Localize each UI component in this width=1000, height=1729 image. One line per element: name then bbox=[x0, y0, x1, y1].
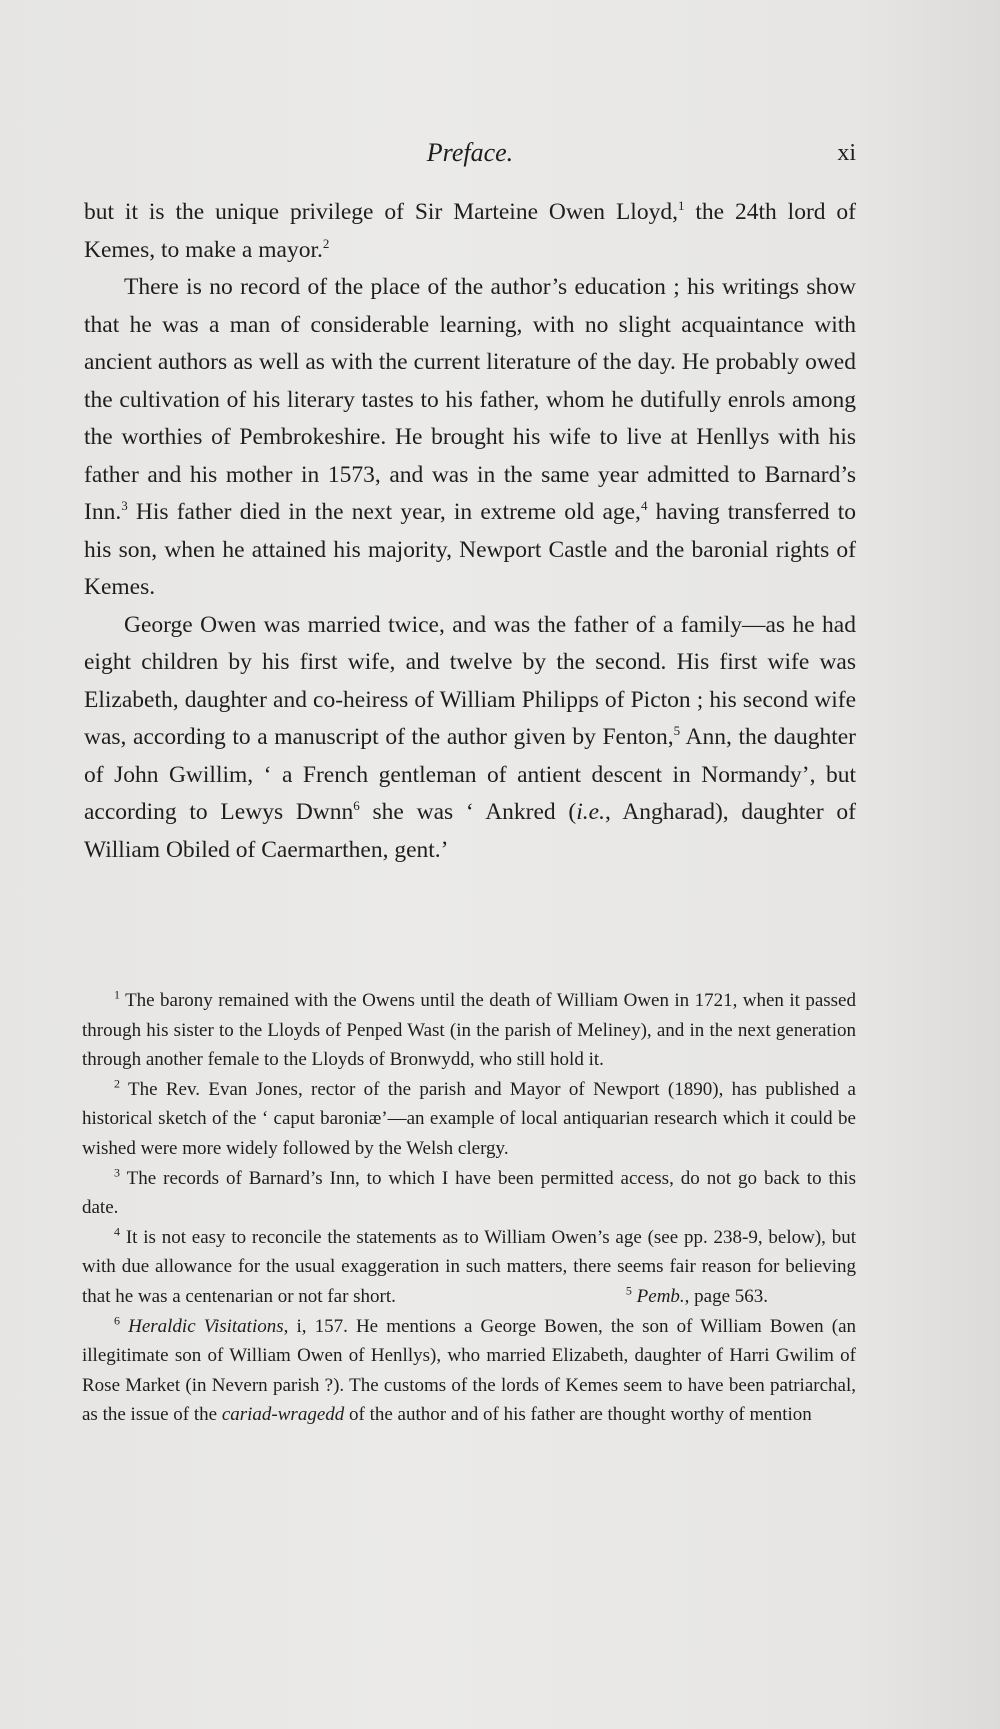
text-run: George Owen was married twice, and was the father of a family—as he had eight children by his first wife, and twelve by the second. His first wife was Elizabeth, daughter and co-heiress of William Philipps of Picton ; his second wife was, according to a manuscript of the author given by Fenton, bbox=[84, 611, 856, 750]
text-run: she was ‘ Ankred ( bbox=[359, 799, 577, 825]
footnote-italic: Pemb. bbox=[636, 1285, 685, 1307]
main-text bbox=[84, 194, 856, 869]
footnote-2 bbox=[82, 1075, 856, 1164]
footnote-text: The Rev. Evan Jones, rector of the parish and Mayor of Newport (1890), has published a historical sketch of the ‘ caput baroniæ’—an example of local antiquarian research which it could be wished were more widely followed by the Welsh clergy. bbox=[82, 1078, 856, 1159]
footnote-number: 1 bbox=[114, 987, 120, 1002]
page-header bbox=[84, 138, 856, 178]
footnote-ref: 6 bbox=[353, 798, 360, 814]
footnote-number: 4 bbox=[114, 1224, 120, 1239]
footnote-5 bbox=[396, 1283, 769, 1307]
text-run: Ann, the daughter of John Gwillim, ‘ a French gentleman of antient descent in Normandy’, but according to Lewys Dwnn bbox=[84, 724, 856, 825]
footnote-ref: 4 bbox=[640, 498, 648, 514]
footnote-3 bbox=[82, 1164, 856, 1223]
footnote-ref: 1 bbox=[677, 198, 685, 214]
footnote-6 bbox=[82, 1312, 856, 1430]
text-run: having transferred to his son, when he attained his majority, Newport Castle and the baronial rights of Kemes. bbox=[84, 499, 857, 600]
footnote-number: 5 bbox=[625, 1283, 632, 1298]
italic-abbrev: i.e. bbox=[576, 799, 605, 825]
footnote-text: , page 563. bbox=[684, 1285, 769, 1307]
footnote-italic: Heraldic Visitations bbox=[128, 1315, 284, 1337]
paragraph-3 bbox=[84, 607, 856, 870]
running-title: Preface. bbox=[426, 138, 514, 167]
text-run: the 24th lord of Kemes, to make a mayor. bbox=[84, 199, 857, 263]
text-run: , Angharad), daughter of William Obiled of Caermarthen, gent.’ bbox=[84, 799, 856, 863]
footnote-4 bbox=[82, 1223, 856, 1312]
footnote-1 bbox=[82, 986, 856, 1075]
footnote-number: 3 bbox=[114, 1165, 120, 1180]
footnote-number: 6 bbox=[114, 1313, 120, 1328]
text-run: but it is the unique privilege of Sir Marteine Owen Lloyd, bbox=[84, 199, 678, 225]
page-number: xi bbox=[837, 140, 856, 166]
paragraph-1 bbox=[84, 194, 856, 269]
paragraph-2 bbox=[84, 269, 856, 607]
footnote-text: of the author and of his father are thought worthy of mention bbox=[344, 1404, 812, 1426]
text-run: His father died in the next year, in extreme old age, bbox=[127, 499, 641, 525]
footnote-ref: 2 bbox=[322, 235, 330, 251]
footnote-number: 2 bbox=[114, 1076, 120, 1091]
footnote-text: The barony remained with the Owens until the death of William Owen in 1721, when it passed through his sister to the Lloyds of Penped Wast (in the parish of Meliney), and in the next generation through another female to the Lloyds of Bronwydd, who still hold it. bbox=[82, 990, 856, 1071]
footnote-ref: 5 bbox=[673, 723, 681, 739]
footnote-text: , i, 157. He mentions a George Bowen, the son of William Bowen (an illegitimate son of William Owen of Henllys), who married Elizabeth, daughter of Harri Gwilim of Rose Market (in Nevern parish ?). The customs of the lords of Kemes seem to have been patriarchal, as the issue of the bbox=[82, 1315, 857, 1426]
footnote-italic: cariad-wragedd bbox=[221, 1404, 345, 1426]
footnote-text: The records of Barnard’s Inn, to which I have been permitted access, do not go back to this date. bbox=[82, 1167, 856, 1219]
footnote-ref: 3 bbox=[121, 498, 128, 514]
footnote-text: It is not easy to reconcile the statements as to William Owen’s age (see pp. 238-9, below), but with due allowance for the usual exaggeration in such matters, there seems fair reason for believing that he was a centenarian or not far short. bbox=[82, 1226, 857, 1307]
text-run: There is no record of the place of the author’s education ; his writings show that he was a man of considerable learning, with no slight acquaintance with ancient authors as well as with the current literature of the day. He probably owed the cultivation of his literary tastes to his father, whom he dutifully enrols among the worthies of Pembrokeshire. He brought his wife to live at Henllys with his father and his mother in 1573, and was in the same year admitted to Barnard’s Inn. bbox=[84, 274, 856, 525]
footnotes bbox=[82, 986, 856, 1430]
